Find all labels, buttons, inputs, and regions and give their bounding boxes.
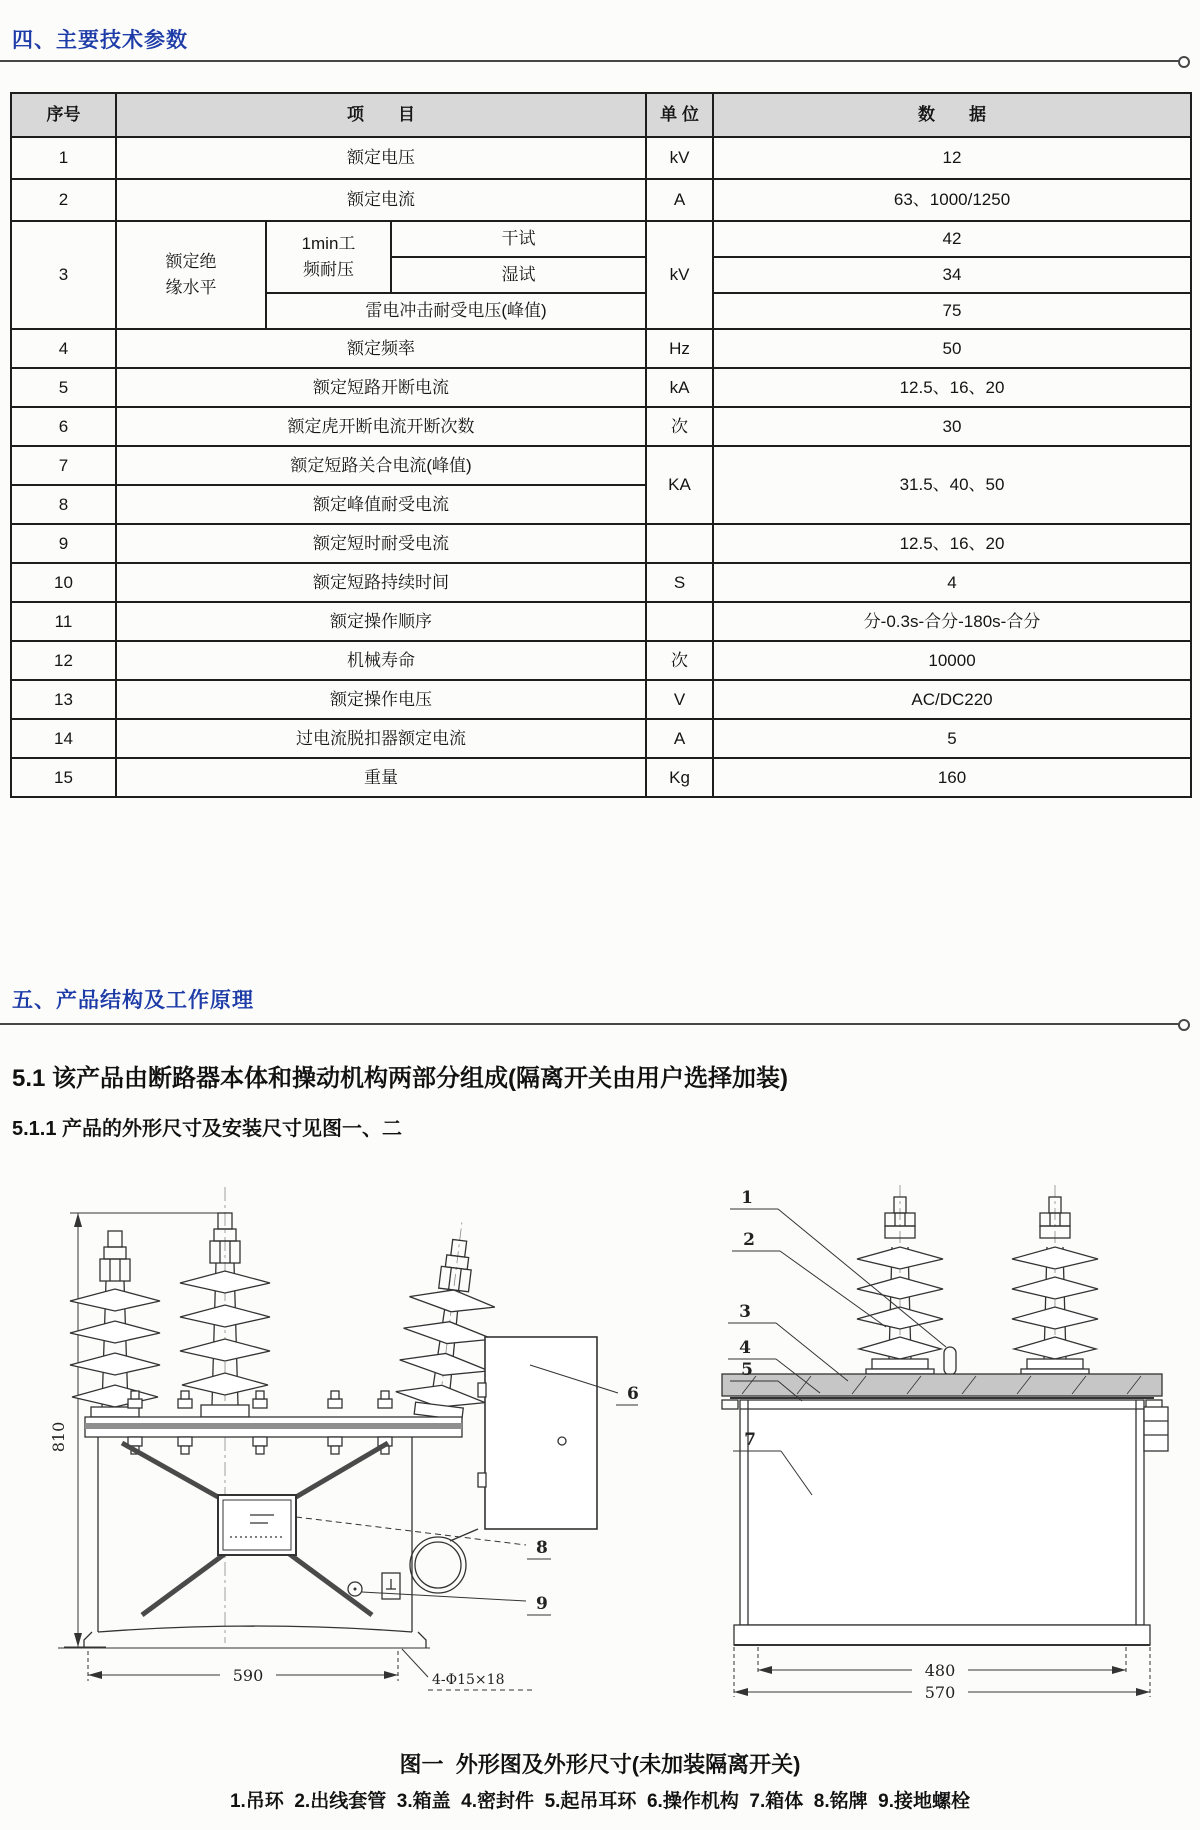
- insulator-bushing-left-side: [857, 1197, 943, 1374]
- section5-title: 五、产品结构及工作原理: [12, 989, 254, 1012]
- table-row: [11, 641, 1191, 680]
- r7-data: 31.5、40、50: [713, 446, 1191, 524]
- section4-divider: [0, 60, 1180, 62]
- table-row: [11, 179, 1191, 221]
- r2-data: 63、1000/1250: [713, 179, 1191, 221]
- tank-cover: [722, 1374, 1162, 1396]
- col-item: 项 目: [116, 93, 646, 137]
- r14-item: 过电流脱扣器额定电流: [116, 719, 646, 758]
- cable-loop: [410, 1529, 478, 1593]
- callout-9-label: 9: [536, 1594, 548, 1614]
- side-bracket: [1144, 1407, 1168, 1451]
- r14-no: 14: [11, 719, 116, 758]
- r3-wet: 湿试: [391, 257, 646, 293]
- r15-unit: Kg: [646, 758, 713, 797]
- r2-unit: A: [646, 179, 713, 221]
- r7-unit: KA: [646, 446, 713, 524]
- table-row: [11, 563, 1191, 602]
- r1-unit: kV: [646, 137, 713, 179]
- r2-item: 额定电流: [116, 179, 646, 221]
- lifting-lug-left: [722, 1400, 738, 1409]
- callout-3-label: 3: [739, 1302, 751, 1322]
- table-row: [11, 221, 1191, 257]
- r5-unit: kA: [646, 368, 713, 407]
- r4-data: 50: [713, 329, 1191, 368]
- r13-unit: V: [646, 680, 713, 719]
- callout-ground-bolt: [362, 1592, 551, 1615]
- callout-7-label: 7: [744, 1430, 756, 1450]
- r12-item: 机械寿命: [116, 641, 646, 680]
- r10-unit: S: [646, 563, 713, 602]
- table-row: [11, 368, 1191, 407]
- r6-unit: 次: [646, 407, 713, 446]
- r5-item: 额定短路开断电流: [116, 368, 646, 407]
- parameters-table: [10, 92, 1192, 798]
- col-unit: 单 位: [646, 93, 713, 137]
- r13-item: 额定操作电压: [116, 680, 646, 719]
- r15-item: 重量: [116, 758, 646, 797]
- r3-freq: 1min工频耐压: [266, 221, 391, 293]
- r3-unit: kV: [646, 221, 713, 329]
- paragraph-5-1: 5.1 该产品由断路器本体和操动机构两部分组成(隔离开关由用户选择加装): [12, 1065, 789, 1092]
- callout-1-label: 1: [741, 1188, 753, 1208]
- mounting-hole-note: [402, 1649, 534, 1690]
- section4-title: 四、主要技术参数: [12, 29, 188, 52]
- hole-note-label: 4-Φ15×18: [432, 1672, 505, 1688]
- r6-data: 30: [713, 407, 1191, 446]
- table-row: [11, 602, 1191, 641]
- callout-8-label: 8: [536, 1538, 548, 1558]
- paragraph-5-1-1: 5.1.1 产品的外形尺寸及安装尺寸见图一、二: [12, 1118, 403, 1140]
- r3-dry-val: 42: [713, 221, 1191, 257]
- r3-dry: 干试: [391, 221, 646, 257]
- r12-no: 12: [11, 641, 116, 680]
- r3-impulse: 雷电冲击耐受电压(峰值): [266, 293, 646, 329]
- r15-data: 160: [713, 758, 1191, 797]
- r15-no: 15: [11, 758, 116, 797]
- callout-4-label: 4: [739, 1338, 751, 1358]
- table-row: [11, 446, 1191, 485]
- col-no: 序号: [11, 93, 116, 137]
- insulator-bushing-left: [70, 1231, 160, 1417]
- rule-end-circle-icon: [1178, 1019, 1190, 1031]
- r2-no: 2: [11, 179, 116, 221]
- r6-no: 6: [11, 407, 116, 446]
- r8-item: 额定峰值耐受电流: [116, 485, 646, 524]
- figure-caption: 图一 外形图及外形尺寸(未加装隔离开关): [399, 1752, 801, 1777]
- dimension-480: [758, 1647, 1126, 1680]
- table-row: [11, 524, 1191, 563]
- figure-legend: 1.吊环 2.出线套管 3.箱盖 4.密封件 5.起吊耳环 6.操作机构 7.箱体 8.铭牌 9.接地螺栓: [229, 1791, 971, 1812]
- r4-no: 4: [11, 329, 116, 368]
- lifting-ring: [944, 1347, 956, 1375]
- r13-data: AC/DC220: [713, 680, 1191, 719]
- table-row: [11, 329, 1191, 368]
- r7-no: 7: [11, 446, 116, 485]
- figure1-front-view: [30, 1185, 640, 1700]
- r3-group: 额定绝缘水平: [116, 221, 266, 329]
- r4-unit: Hz: [646, 329, 713, 368]
- callout-5-label: 5: [741, 1360, 753, 1380]
- r12-data: 10000: [713, 641, 1191, 680]
- base-feet: [58, 1632, 430, 1648]
- r10-item: 额定短路持续时间: [116, 563, 646, 602]
- r9-unit: [646, 524, 713, 563]
- r11-item: 额定操作顺序: [116, 602, 646, 641]
- dim-810-label: 810: [49, 1421, 68, 1453]
- top-plate: [85, 1417, 462, 1437]
- section5-divider: [0, 1023, 1180, 1025]
- dim-590-label: 590: [232, 1666, 264, 1685]
- tank-base: [734, 1625, 1150, 1645]
- rule-end-circle-icon: [1178, 56, 1190, 68]
- r12-unit: 次: [646, 641, 713, 680]
- r9-item: 额定短时耐受电流: [116, 524, 646, 563]
- r7-item: 额定短路关合电流(峰值): [116, 446, 646, 485]
- dimension-width-590: [88, 1651, 398, 1685]
- r14-data: 5: [713, 719, 1191, 758]
- callout-6-label: 6: [627, 1384, 639, 1404]
- table-row: [11, 407, 1191, 446]
- r6-item: 额定虎开断电流开断次数: [116, 407, 646, 446]
- r1-data: 12: [713, 137, 1191, 179]
- col-data: 数 据: [713, 93, 1191, 137]
- r9-no: 9: [11, 524, 116, 563]
- mechanism-box: [478, 1337, 597, 1529]
- table-row: [11, 680, 1191, 719]
- nameplate: [218, 1495, 296, 1555]
- r5-no: 5: [11, 368, 116, 407]
- r1-item: 额定电压: [116, 137, 646, 179]
- r10-data: 4: [713, 563, 1191, 602]
- r11-no: 11: [11, 602, 116, 641]
- r14-unit: A: [646, 719, 713, 758]
- r13-no: 13: [11, 680, 116, 719]
- tank-body: [740, 1400, 1144, 1625]
- r1-no: 1: [11, 137, 116, 179]
- r11-unit: [646, 602, 713, 641]
- table-header-row: [11, 93, 1191, 137]
- table-row: [11, 137, 1191, 179]
- r4-item: 额定频率: [116, 329, 646, 368]
- r3-impulse-val: 75: [713, 293, 1191, 329]
- r3-wet-val: 34: [713, 257, 1191, 293]
- table-row: [11, 758, 1191, 797]
- figure1-side-view: [650, 1185, 1195, 1700]
- table-row: [11, 719, 1191, 758]
- insulator-bushing-right-side: [1012, 1197, 1098, 1374]
- dim-570-label: 570: [924, 1683, 956, 1700]
- r5-data: 12.5、16、20: [713, 368, 1191, 407]
- r10-no: 10: [11, 563, 116, 602]
- r11-data: 分-0.3s-合分-180s-合分: [713, 602, 1191, 641]
- ground-bolt: [348, 1573, 400, 1599]
- callout-2-label: 2: [743, 1230, 755, 1250]
- r3-no: 3: [11, 221, 116, 329]
- r9-data: 12.5、16、20: [713, 524, 1191, 563]
- r8-no: 8: [11, 485, 116, 524]
- dim-480-label: 480: [924, 1661, 956, 1680]
